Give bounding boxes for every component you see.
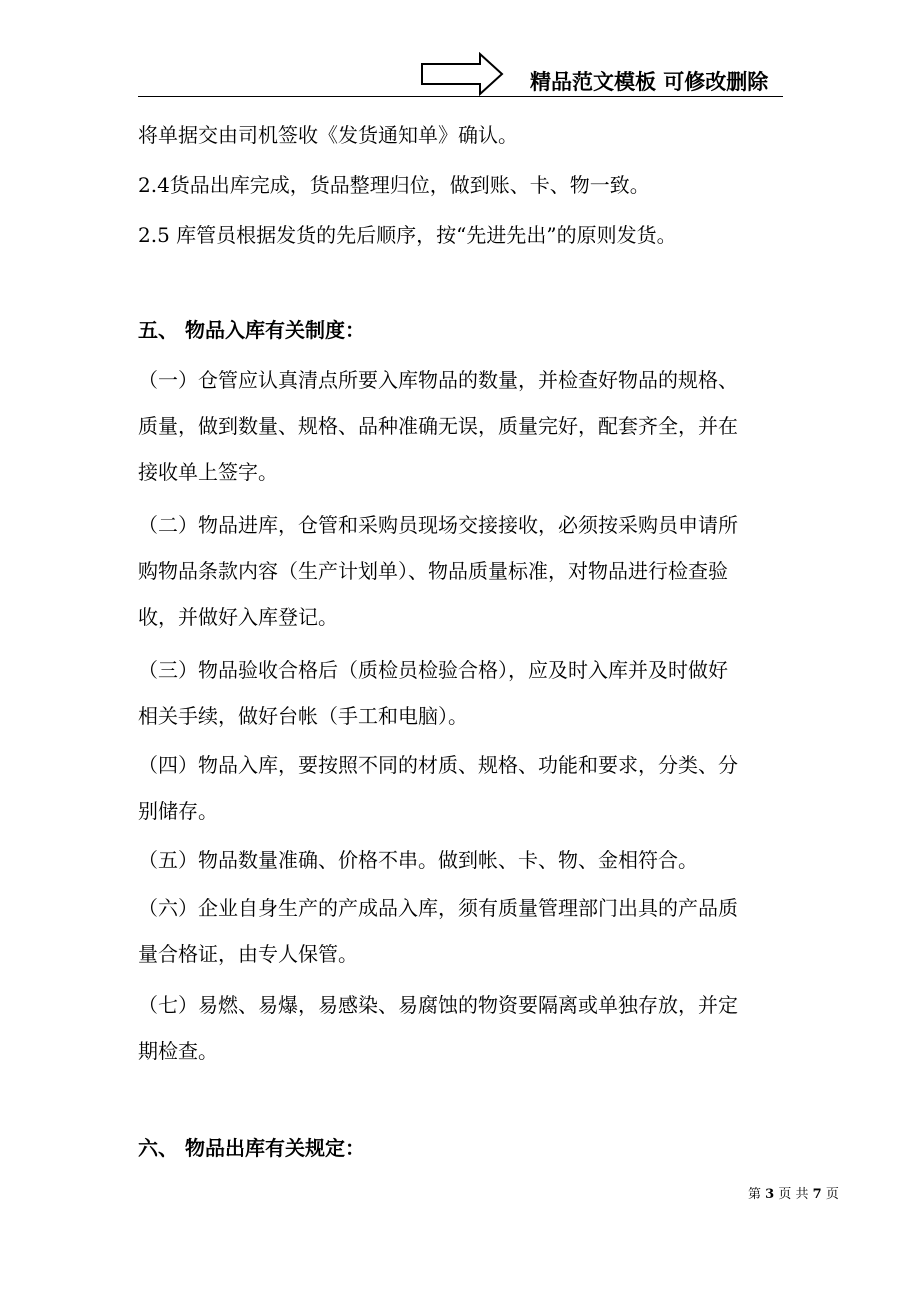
section5-line: 接收单上签字。 <box>138 460 278 484</box>
header-divider <box>138 96 783 97</box>
body-line: 2.5 库管员根据发货的先后顺序，按“先进先出”的原则发货。 <box>138 223 677 247</box>
section5-line: （三）物品验收合格后（质检员检验合格），应及时入库并及时做好 <box>138 658 728 682</box>
section5-line: 量合格证，由专人保管。 <box>138 942 358 966</box>
section5-line: 相关手续，做好台帐（手工和电脑）。 <box>138 704 468 728</box>
section5-line: 质量，做到数量、规格、品种准确无误，质量完好，配套齐全，并在 <box>138 414 738 438</box>
section5-line: （二）物品进库，仓管和采购员现场交接接收，必须按采购员申请所 <box>138 513 738 537</box>
footer-suffix: 页 <box>825 1187 839 1202</box>
section-heading-5: 五、 物品入库有关制度： <box>138 318 365 342</box>
page-footer <box>748 1183 839 1202</box>
footer-prefix: 第 <box>748 1187 762 1202</box>
section5-line: （六）企业自身生产的产成品入库，须有质量管理部门出具的产品质 <box>138 896 738 920</box>
footer-middle: 页 共 <box>778 1187 809 1202</box>
section5-line: （一）仓管应认真清点所要入库物品的数量，并检查好物品的规格、 <box>138 368 738 392</box>
body-line: 2.4货品出库完成，货品整理归位，做到账、卡、物一致。 <box>138 173 650 197</box>
section5-line: 期检查。 <box>138 1039 218 1063</box>
section5-line: 别储存。 <box>138 799 218 823</box>
section5-line: （四）物品入库，要按照不同的材质、规格、功能和要求，分类、分 <box>138 753 738 777</box>
section5-line: （五）物品数量准确、价格不串。做到帐、卡、物、金相符合。 <box>138 848 698 872</box>
header-title: 精品范文模板 可修改删除 <box>530 70 769 94</box>
right-arrow-icon <box>420 52 504 96</box>
footer-page-number: 3 <box>765 1187 775 1202</box>
section5-line: 收，并做好入库登记。 <box>138 605 338 629</box>
section-heading-6: 六、 物品出库有关规定： <box>138 1136 365 1160</box>
section5-line: 购物品条款内容（生产计划单）、物品质量标准，对物品进行检查验 <box>138 559 728 583</box>
footer-total-pages: 7 <box>812 1187 822 1202</box>
section5-line: （七）易燃、易爆，易感染、易腐蚀的物资要隔离或单独存放，并定 <box>138 993 738 1017</box>
body-line: 将单据交由司机签收《发货通知单》确认。 <box>138 123 518 147</box>
